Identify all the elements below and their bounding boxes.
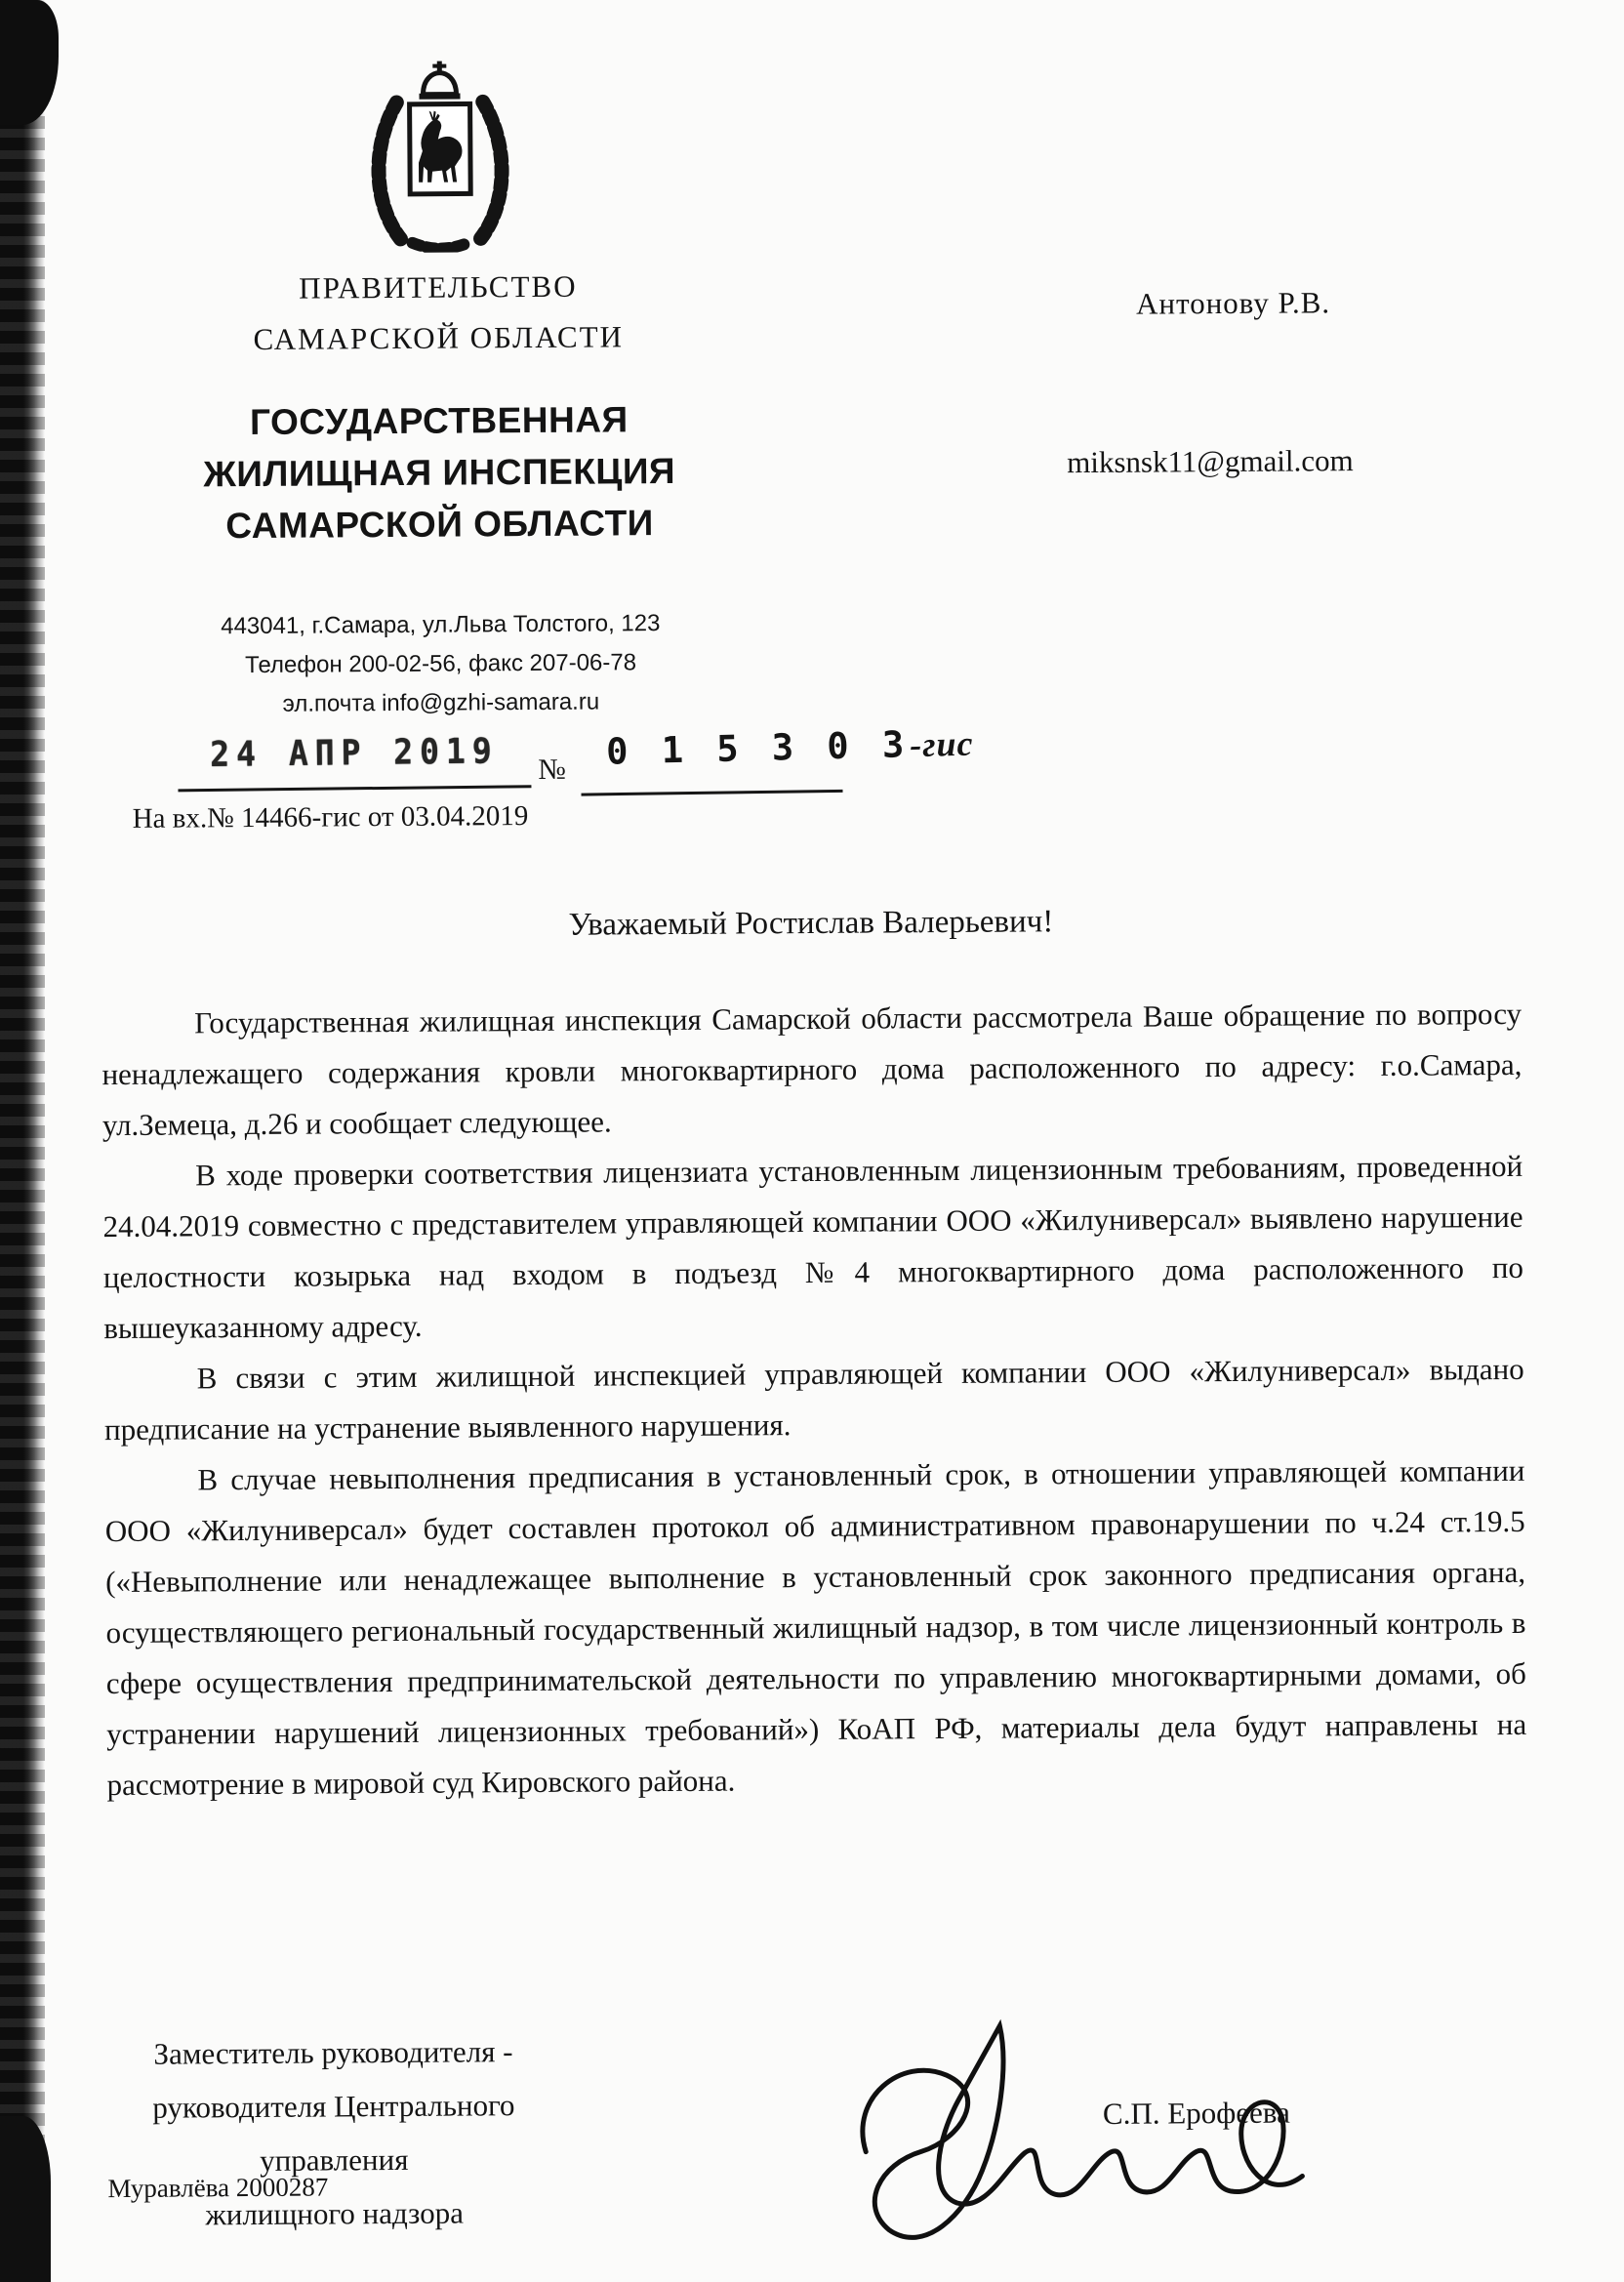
- organization-title-line2: ЖИЛИЩНАЯ ИНСПЕКЦИЯ: [203, 450, 676, 495]
- government-title-line2: САМАРСКОЙ ОБЛАСТИ: [253, 319, 625, 356]
- signer-position: [99, 2024, 569, 2242]
- recipient-email: miksnsk11@gmail.com: [1067, 443, 1354, 480]
- letterhead-contact-block: [142, 604, 739, 725]
- signer-name: С.П. Ерофеева: [1102, 2095, 1290, 2131]
- government-title-line1: ПРАВИТЕЛЬСТВО: [299, 268, 578, 306]
- organization-title-line1: ГОСУДАРСТВЕННАЯ: [249, 399, 629, 443]
- incoming-reference: На вх.№ 14466-гис от 03.04.2019: [132, 800, 529, 835]
- date-underline: [178, 785, 531, 792]
- samara-region-coat-of-arms-icon: [366, 57, 513, 253]
- letterhead-address: 443041, г.Самара, ул.Льва Толстого, 123: [221, 610, 661, 640]
- organization-title: [142, 393, 738, 552]
- body-paragraph-4: В случае невыполнения предписания в установленный срок, в отношении управляющей компании ООО «Жилуниверсал» будет составлен протокол об административном правонарушении по ч.24 ст.19.5 («Невыполнение или ненадлежащее выполнение в установленный срок законного предписания органа, осуществляющего региональный государственный жилищный надзор, в том числе лицензионный контроль в сфере осуществления предпринимательской деятельности по управлению многоквартирными домами, об устранении нарушений лицензионных требований») КоАП РФ, материалы дела будут направлены на рассмотрение в мировой суд Кировского района.: [104, 1452, 1527, 1803]
- number-sign: №: [538, 753, 567, 786]
- recipient-name: Антонову Р.В.: [1135, 285, 1331, 321]
- outgoing-number-handwritten: [606, 722, 974, 773]
- number-underline: [581, 790, 842, 796]
- outgoing-number: 0 1 5 3 0 3: [605, 723, 911, 773]
- letterhead-phone: Телефон 200-02-56, факс 207-06-78: [245, 649, 637, 679]
- letterhead-email: эл.почта info@gzhi-samara.ru: [282, 688, 600, 717]
- body-paragraph-2: В ходе проверки соответствия лицензиата установленным лицензионным требованиям, проведенной 24.04.2019 совместно с представителем управляющей компании ООО «Жилуниверсал» выявлено нарушение целостности козырька над входом в подъезд №4 многоквартирного дома расположенного по вышеуказанному адресу.: [102, 1148, 1524, 1346]
- outgoing-date-stamp: 24 АПР 2019: [209, 729, 499, 775]
- letter-body: [102, 989, 1527, 1811]
- body-paragraph-1: Государственная жилищная инспекция Самарской области рассмотрела Ваше обращение по вопросу ненадлежащего содержания кровли многоквартирного дома расположенного по адресу: г.о.Самара, ул.Земеца, д.26 и сообщает следующее.: [102, 996, 1522, 1143]
- salutation: Уважаемый Ростислав Валерьевич!: [568, 904, 1054, 943]
- executor-note: Муравлёва 2000287: [107, 2172, 329, 2204]
- signer-position-line3: жилищного надзора: [205, 2195, 465, 2232]
- signer-position-line2: руководителя Центрального управления: [152, 2088, 515, 2178]
- government-title: [228, 261, 649, 365]
- signer-position-line1: Заместитель руководителя -: [153, 2034, 513, 2071]
- body-paragraph-3: В связи с этим жилищной инспекцией управляющей компании ООО «Жилуниверсал» выдано предписание на устранение выявленного нарушения.: [103, 1351, 1524, 1447]
- outgoing-number-suffix: -гис: [909, 723, 974, 765]
- organization-title-line3: САМАРСКОЙ ОБЛАСТИ: [225, 503, 654, 547]
- handwritten-signature: [840, 2002, 1330, 2268]
